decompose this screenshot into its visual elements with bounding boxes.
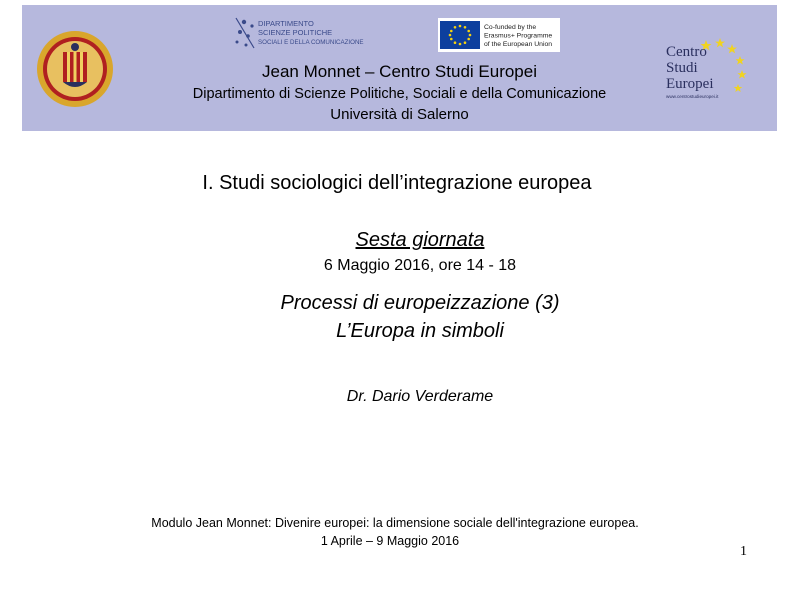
svg-text:www.centrostudieuropei.it: www.centrostudieuropei.it [666, 94, 719, 99]
course-title: I. Studi sociologici dell’integrazione europea [202, 172, 592, 194]
session-title: Sesta giornata [355, 229, 485, 251]
topic-line-2: L’Europa in simboli [336, 320, 504, 342]
department-logo-icon [232, 12, 384, 54]
eu-erasmus-logo-icon [438, 18, 560, 52]
svg-text:SCIENZE POLITICHE: SCIENZE POLITICHE [258, 28, 333, 37]
svg-text:Centro: Centro [666, 44, 707, 60]
footer-module: Modulo Jean Monnet: Divenire europei: la dimensione sociale dell'integrazione europea. [151, 516, 639, 530]
author-name: Dr. Dario Verderame [346, 388, 494, 405]
header-university: Università di Salerno [330, 106, 469, 123]
session-date: 6 Maggio 2016, ore 14 - 18 [323, 257, 517, 274]
footer-dates: 1 Aprile – 9 Maggio 2016 [320, 534, 460, 548]
svg-text:Erasmus+ Programme: Erasmus+ Programme [484, 32, 553, 40]
svg-text:of the European Union: of the European Union [484, 41, 553, 48]
header-center-title: Jean Monnet – Centro Studi Europei [261, 62, 537, 81]
topic-line-1: Processi di europeizzazione (3) [280, 292, 560, 314]
page-number: 1 [740, 544, 747, 559]
header-department: Dipartimento di Scienze Politiche, Sociali e della Comunicazione [192, 86, 607, 102]
svg-text:DIPARTIMENTO: DIPARTIMENTO [258, 19, 314, 28]
svg-text:Co-funded by the: Co-funded by the [484, 24, 537, 31]
svg-text:SOCIALI E DELLA COMUNICAZIONE: SOCIALI E DELLA COMUNICAZIONE [258, 39, 364, 46]
svg-text:Europei: Europei [666, 76, 714, 92]
svg-text:Studi: Studi [666, 60, 698, 76]
